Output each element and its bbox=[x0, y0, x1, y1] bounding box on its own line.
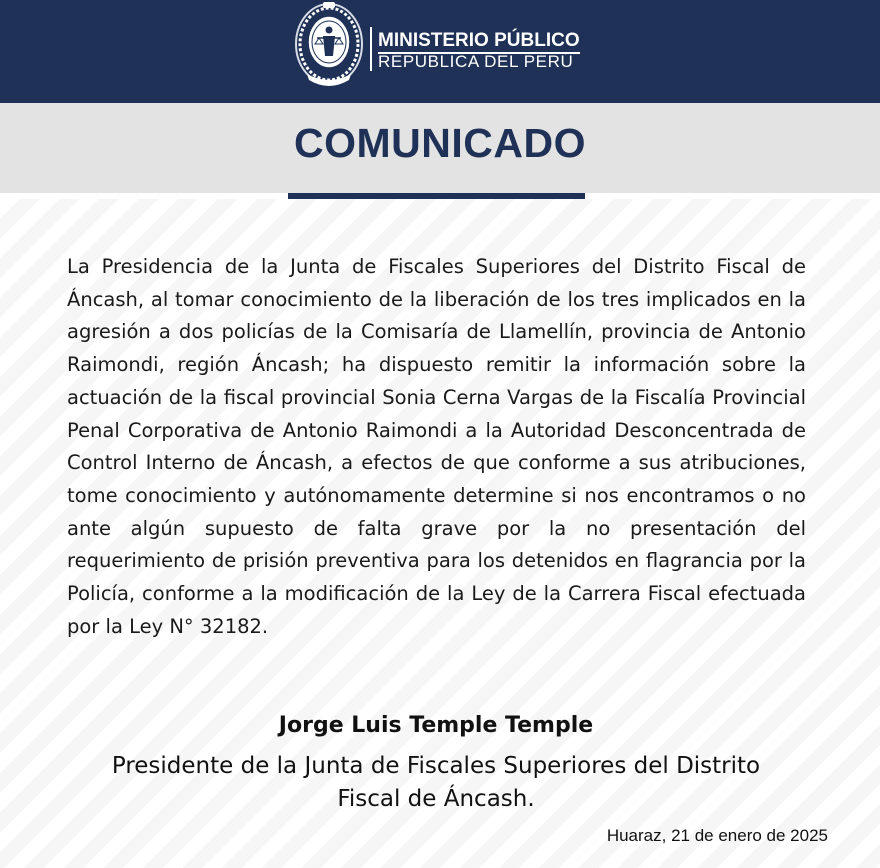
statement-body: La Presidencia de la Junta de Fiscales Superiores del Distrito Fiscal de Áncash, al tomar conocimiento de la liberación de los tres implicados en la agresión a dos policías de la Comisaría de Llamellín, provincia de Antonio Raimondi, región Áncash; ha dispuesto remitir la información sobre la actuación de la fiscal provincial Sonia Cerna Vargas de la Fiscalía Provincial Penal Corporativa de Antonio Raimondi a la Autoridad Desconcentrada de Control Interno de Áncash, a efectos de que conforme a sus atribuciones, tome conocimiento y autónomamente determine si nos encontramos o no ante algún supuesto de falta grave por la no presentación del requerimiento de prisión preventiva para los detenidos en flagrancia por la Policía, conforme a la modificación de la Ley de la Carrera Fiscal efectuada por la Ley N° 32182. bbox=[67, 255, 806, 638]
signer-name: Jorge Luis Temple Temple bbox=[278, 713, 594, 738]
institution-name: MINISTERIO PÚBLICO bbox=[378, 30, 580, 51]
page-title: COMUNICADO bbox=[294, 120, 586, 166]
ministerio-publico-seal-icon bbox=[293, 0, 365, 92]
signer-role: Presidente de la Junta de Fiscales Superiores del Distrito Fiscal de Áncash. bbox=[111, 753, 761, 812]
header-bar bbox=[0, 0, 880, 103]
country-name: REPÚBLICA DEL PERÚ bbox=[378, 52, 574, 71]
place-date: Huaraz, 21 de enero de 2025 bbox=[606, 826, 828, 845]
logo-divider bbox=[370, 27, 372, 71]
